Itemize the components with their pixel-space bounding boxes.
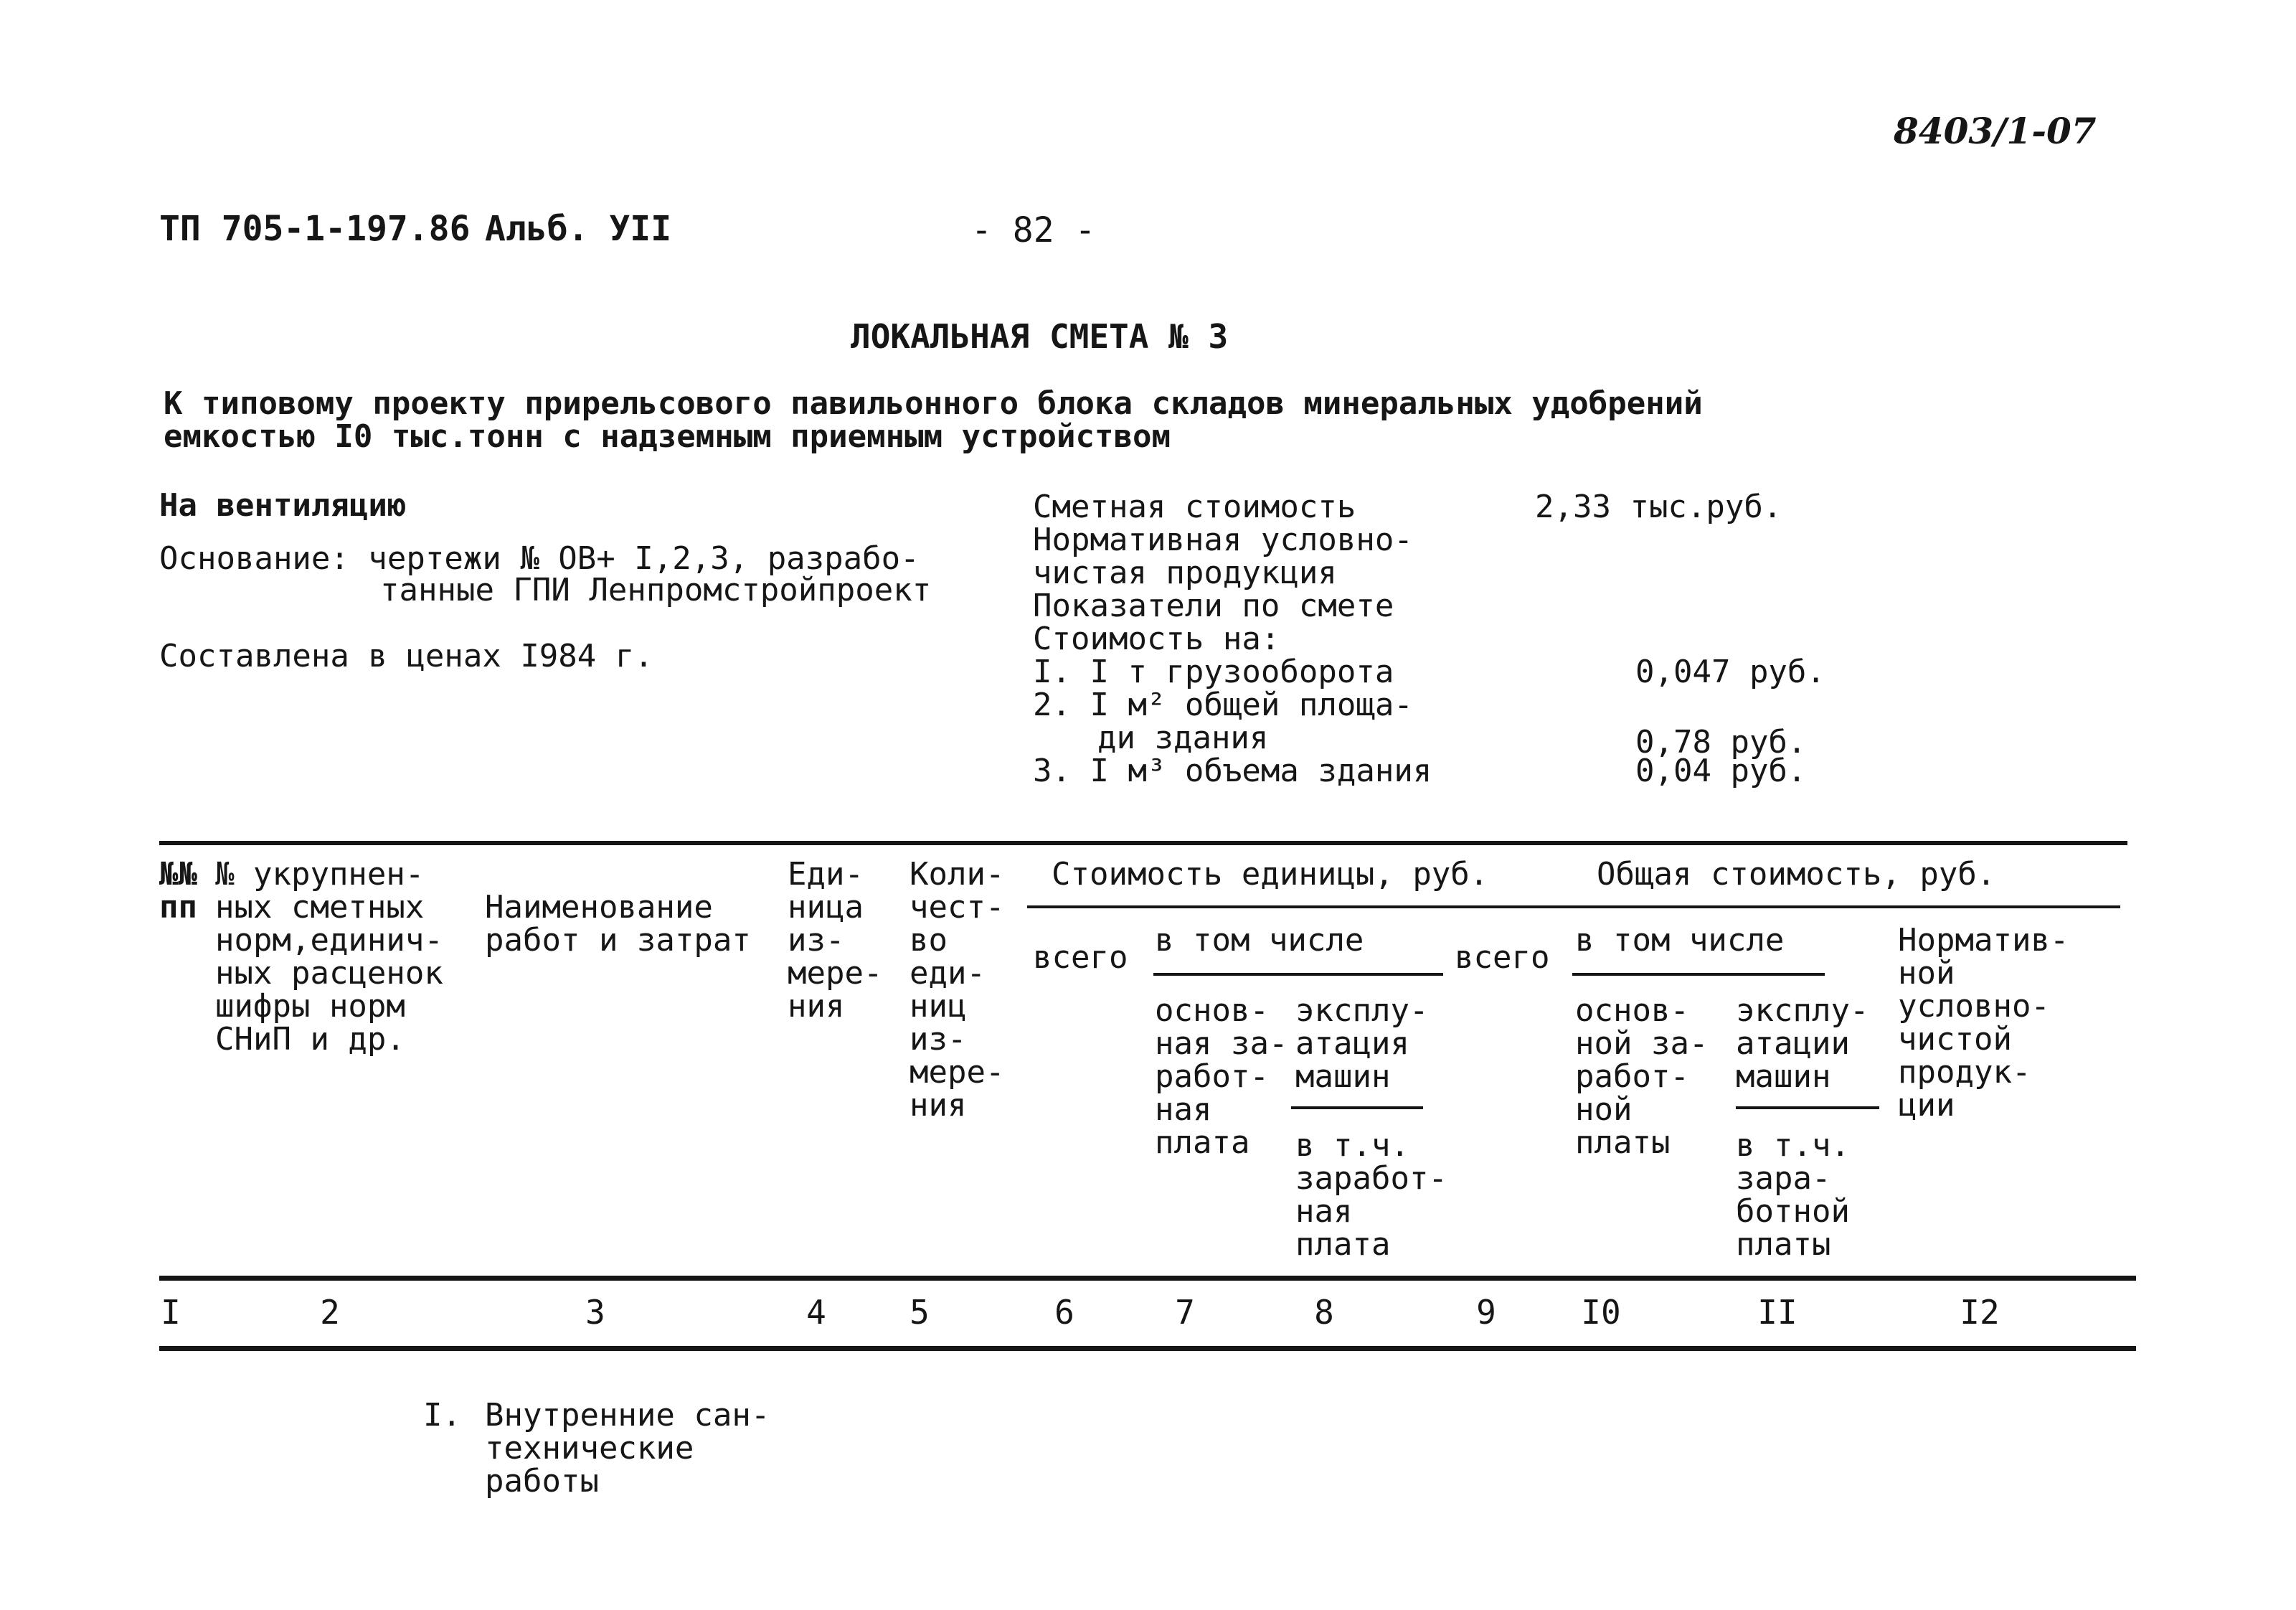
column-number: I2 — [1960, 1293, 2000, 1332]
subtitle-line-2: емкостью I0 тыс.тонн с надземным приемным устройством — [164, 418, 1171, 455]
col-header-net-output: Норматив- ной условно- чистой продук- ции — [1898, 922, 2069, 1124]
col-header-unit: Еди- ница из- мере- ния — [788, 856, 883, 1025]
cost-label: Сметная стоимость — [1033, 489, 1356, 525]
col-header-work-name: Наименование работ и затрат — [485, 889, 751, 959]
norm-label-2: чистая продукция — [1033, 555, 1337, 591]
header-bottom-rule — [159, 1276, 2136, 1281]
unit-cost-split-rule — [1153, 973, 1443, 976]
album-label: Альб. УII — [485, 209, 672, 249]
col-header-total-incl: в том числе — [1575, 922, 1785, 959]
total-cost-split-rule — [1572, 973, 1825, 976]
col11-sub-rule — [1736, 1106, 1879, 1109]
column-number: 4 — [806, 1293, 826, 1332]
indicator-2-label-1: 2. I м² общей площа- — [1033, 687, 1413, 723]
unit-cost-group-rule — [1027, 905, 2120, 908]
column-number: 9 — [1476, 1293, 1496, 1332]
indicator-3-label: 3. I м³ объема здания — [1033, 753, 1432, 789]
norm-label-1: Нормативная условно- — [1033, 522, 1413, 558]
column-number: 8 — [1314, 1293, 1334, 1332]
col-header-norm-code: № укрупнен- ных сметных норм,единич- ных расценок шифры норм СНиП и др. — [215, 856, 443, 1058]
col8-sub-rule — [1291, 1106, 1423, 1109]
column-number: 5 — [910, 1293, 930, 1332]
subtitle-line-1: К типовому проекту прирельсового павильонного блока складов минеральных удобрений — [164, 385, 1703, 422]
handwritten-code: 8403/1-07 — [1894, 110, 2097, 152]
col-header-total: всего — [1455, 939, 1550, 976]
numbers-bottom-rule — [159, 1346, 2136, 1351]
col-header-unit-cost-group: Стоимость единицы, руб. — [1052, 856, 1489, 893]
column-number: 3 — [585, 1293, 605, 1332]
indicator-2-value: 0,78 руб. — [1635, 724, 1807, 761]
indicator-3-value: 0,04 руб. — [1635, 753, 1807, 789]
page-number: - 82 - — [971, 210, 1096, 250]
col-header-total-wages: основ- ной за- работ- ной платы — [1575, 992, 1709, 1161]
column-number: II — [1757, 1293, 1797, 1332]
column-number: 6 — [1054, 1293, 1074, 1332]
col-header-unit-wages: основ- ная за- работ- ная плата — [1155, 992, 1288, 1161]
col-header-total-machine-wages: в т.ч. зара- ботной платы — [1736, 1127, 1850, 1263]
col-header-quantity: Коли- чест- во еди- ниц из- мере- ния — [910, 856, 1005, 1124]
col-header-unit-total: всего — [1033, 939, 1128, 976]
column-number: I — [161, 1293, 181, 1332]
indicators-label: Показатели по смете — [1033, 588, 1394, 624]
column-number: 2 — [320, 1293, 340, 1332]
section-title: Внутренние сан- технические работы — [485, 1397, 770, 1500]
col-header-unit-incl: в том числе — [1155, 922, 1364, 959]
col-header-total-machines: эксплу- атации машин — [1736, 992, 1869, 1095]
col-header-unit-machines: эксплу- атация машин — [1295, 992, 1429, 1095]
indicator-1-label: I. I т грузооборота — [1033, 654, 1394, 690]
basis-line-1: Основание: чертежи № ОВ+ I,2,3, разрабо- — [159, 540, 920, 577]
col-header-unit-machine-wages: в т.ч. заработ- ная плата — [1295, 1127, 1447, 1263]
col-header-row-number: №№ пп — [159, 856, 197, 926]
section-number: I. — [423, 1397, 461, 1434]
indicator-1-value: 0,047 руб. — [1635, 654, 1825, 690]
purpose-label: На вентиляцию — [159, 487, 407, 524]
page-title: ЛОКАЛЬНАЯ СМЕТА № 3 — [851, 317, 1229, 356]
column-number: 7 — [1175, 1293, 1195, 1332]
col-header-total-cost-group: Общая стоимость, руб. — [1597, 856, 1996, 893]
basis-line-2: танные ГПИ Ленпромстройпроект — [380, 572, 932, 608]
cost-per-label: Стоимость на: — [1033, 621, 1280, 657]
cost-value: 2,33 тыс.руб. — [1535, 489, 1782, 525]
table-top-rule — [159, 841, 2127, 845]
doc-code: ТП 705-1-197.86 — [159, 209, 471, 249]
prices-label: Составлена в ценах I984 г. — [159, 638, 653, 674]
column-number: I0 — [1581, 1293, 1621, 1332]
indicator-2-label-2: ди здания — [1097, 720, 1269, 756]
